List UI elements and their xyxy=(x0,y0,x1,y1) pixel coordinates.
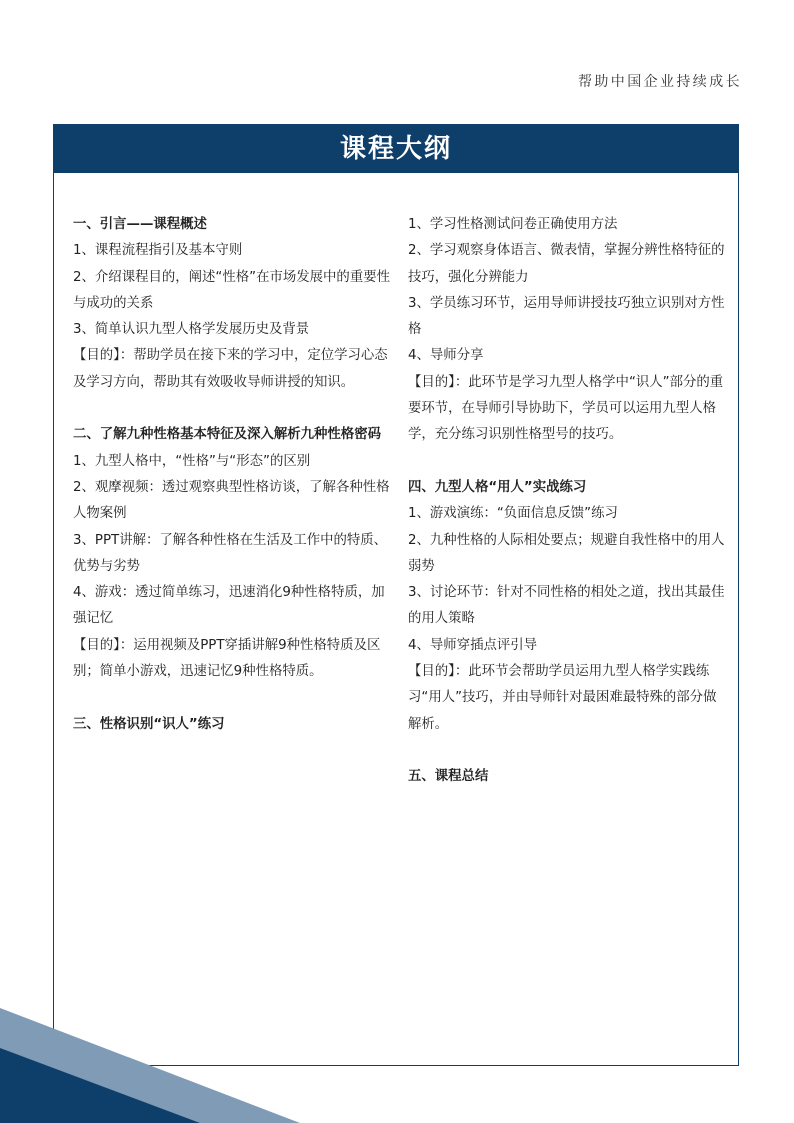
list-item: 4、导师穿插点评引导 xyxy=(408,637,538,653)
list-item: 4、导师分享 xyxy=(408,348,484,364)
section-2 xyxy=(73,422,391,685)
section-5 xyxy=(408,764,728,790)
section-4 xyxy=(408,475,728,738)
list-item: 2、观摩视频：透过观察典型性格访谈，了解各种性格人物案例 xyxy=(73,479,390,522)
list-item: 2、九种性格的人际相处要点；规避自我性格中的用人弱势 xyxy=(408,532,725,574)
section-3-purpose: 【目的】：此环节是学习九型人格学中“识人”部分的重要环节，在导师引导协助下，学员可以运用九型人格学，充分练习识别性格型号的技巧。 xyxy=(408,374,724,443)
list-item: 2、介绍课程目的，阐述“性格”在市场发展中的重要性与成功的关系 xyxy=(73,269,390,311)
section-1-title: 一、引言——课程概述 xyxy=(73,217,207,232)
list-item: 1、游戏演练：“负面信息反馈”练习 xyxy=(408,506,618,522)
corner-decoration xyxy=(0,1008,300,1123)
list-item: 1、课程流程指引及基本守则 xyxy=(73,243,243,259)
list-item: 3、学员练习环节，运用导师讲授技巧独立识别对方性格 xyxy=(408,295,725,338)
list-item: 2、学习观察身体语言、微表情，掌握分辨性格特征的技巧，强化分辨能力 xyxy=(408,243,725,285)
company-tagline: 帮助中国企业持续成长 xyxy=(578,74,742,90)
section-2-purpose: 【目的】：运用视频及PPT穿插讲解9种性格特质及区别；简单小游戏，迅速记忆9种性格特质。 xyxy=(73,637,381,680)
left-column xyxy=(73,212,391,738)
right-column xyxy=(408,212,728,791)
section-5-title: 五、课程总结 xyxy=(408,769,489,785)
list-item: 3、讨论环节：针对不同性格的相处之道，找出其最佳的用人策略 xyxy=(408,585,725,627)
section-4-title: 四、九型人格“用人”实战练习 xyxy=(408,479,587,495)
section-2-title: 二、了解九种性格基本特征及深入解析九种性格密码 xyxy=(73,427,381,443)
section-4-purpose: 【目的】：此环节会帮助学员运用九型人格学实践练习“用人”技巧，并由导师针对最困难最特殊的部分做解析。 xyxy=(408,664,717,732)
list-item: 1、九型人格中，“性格”与“形态”的区别 xyxy=(73,453,311,469)
list-item: 4、游戏：透过简单练习，迅速消化9种性格特质，加强记忆 xyxy=(73,585,385,627)
list-item: 3、简单认识九型人格学发展历史及背景 xyxy=(73,322,310,338)
list-item: 1、学习性格测试问卷正确使用方法 xyxy=(408,217,618,232)
section-3-content xyxy=(408,212,728,449)
list-item: 3、PPT讲解：了解各种性格在生活及工作中的特质、优势与劣势 xyxy=(73,532,388,574)
section-1-purpose: 【目的】：帮助学员在接下来的学习中，定位学习心态及学习方向，帮助其有效吸收导师讲授的知识。 xyxy=(73,348,388,390)
section-3 xyxy=(73,712,391,738)
section-3-title: 三、性格识别“识人”练习 xyxy=(73,716,225,732)
section-1 xyxy=(73,212,391,396)
banner-title: 课程大纲 xyxy=(54,125,738,173)
